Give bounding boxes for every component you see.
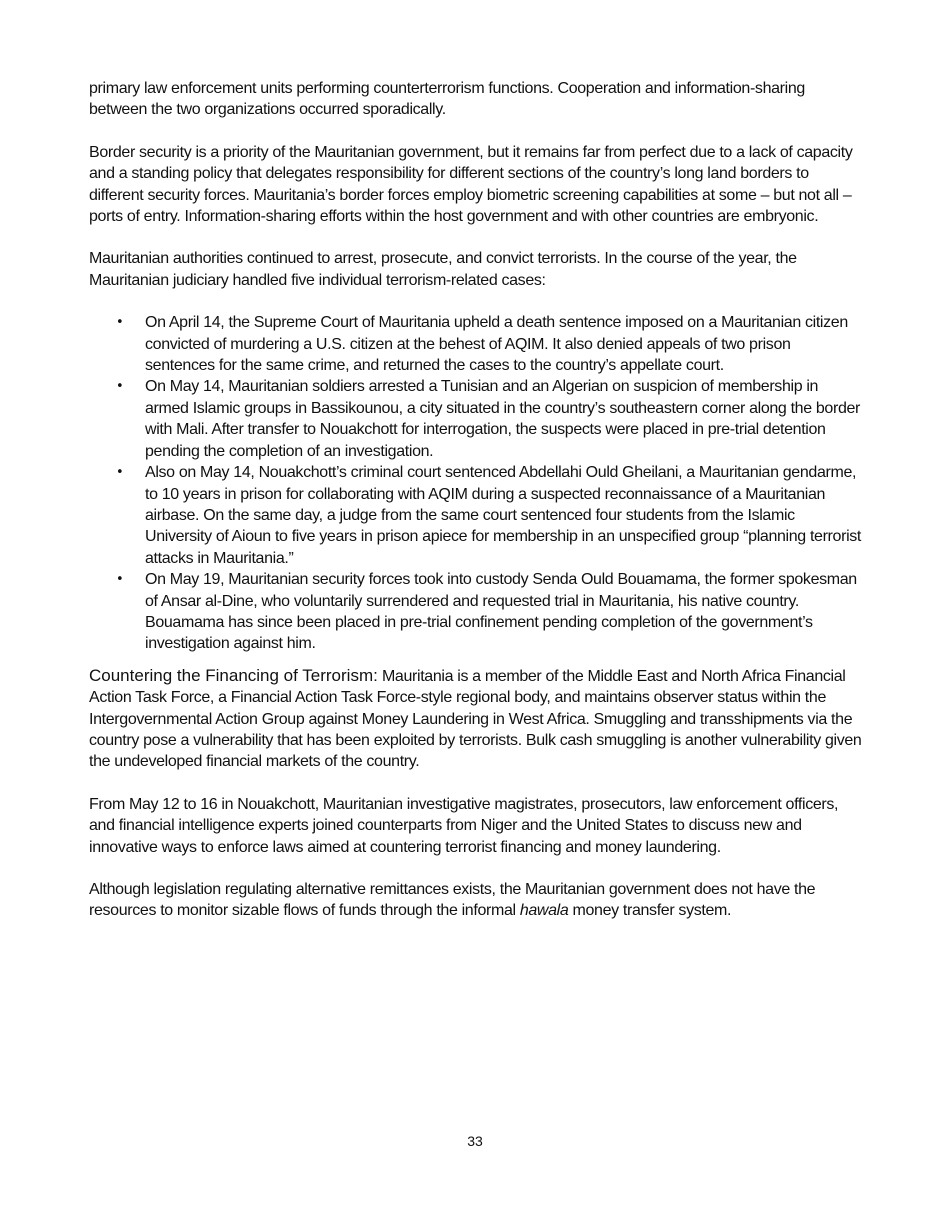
list-item-text: On May 19, Mauritanian security forces took into custody Senda Ould Bouamama, the former spokesman of Ansar al-Dine, who voluntarily surrendered and requested trial in Mauritania, his native country. Bouamama has since been placed in pre-trial confinement pending completion of the government’s investigation against him. [145,571,857,653]
paragraph-hawala [89,879,864,922]
paragraph-border-security: Border security is a priority of the Mauritanian government, but it remains far from perfect due to a lack of capacity and a standing policy that delegates responsibility for different sections of the country’s long land borders to different security forces. Mauritania’s border forces employ biometric screening capabilities at some – but not all – ports of entry. Information-sharing efforts within the host government and with other countries are embryonic. [89,143,853,226]
list-item [89,462,864,569]
list-item [89,569,864,655]
paragraph-law-enforcement: primary law enforcement units performing counterterrorism functions. Cooperation and information-sharing between the two organizations occurred sporadically. [89,80,805,119]
document-page [89,78,864,943]
paragraph-nouakchott-workshop: From May 12 to 16 in Nouakchott, Mauritanian investigative magistrates, prosecutors, law enforcement officers, and financial intelligence experts joined counterparts from Niger and the United States to discuss new and innovative ways to enforce laws aimed at countering terrorist financing and money laundering. [89,795,839,856]
section-heading: Countering the Financing of Terrorism: [89,665,378,685]
list-item-text: On May 14, Mauritanian soldiers arrested a Tunisian and an Algerian on suspicion of membership in armed Islamic groups in Bassikounou, a city situated in the country’s southeastern corner along the border with Mali. After transfer to Nouakchott for interrogation, the suspects were placed in pre-trial detention pending the completion of an investigation. [145,378,861,460]
hawala-text-after: money transfer system. [568,902,732,920]
page-number: 33 [467,1133,483,1149]
bullet-icon: • [116,315,124,331]
list-item [89,376,864,462]
list-item-text: On April 14, the Supreme Court of Mauritania upheld a death sentence imposed on a Mauritanian citizen convicted of murdering a U.S. citizen at the behest of AQIM. It also denied appeals of two prison sentences for the same crime, and returned the cases to the country’s appellate court. [145,314,848,375]
section-body: Mauritania is a member of the Middle East and North Africa Financial Action Task Force, a Financial Action Task Force-style regional body, and maintains observer status within the Intergovernmental Action Group against Money Laundering in West Africa. Smuggling and transshipments via the country pose a vulnerability that has been exploited by terrorists. Bulk cash smuggling is another vulnerability given the undeveloped financial markets of the country. [89,667,862,771]
list-item-text: Also on May 14, Nouakchott’s criminal court sentenced Abdellahi Ould Gheilani, a Mauritanian gendarme, to 10 years in prison for collaborating with AQIM during a suspected reconnaissance of a Mauritanian airbase. On the same day, a judge from the same court sentenced four students from the Islamic University of Aioun to five years in prison apiece for membership in an unspecified group “planning terrorist attacks in Mauritania.” [145,464,862,567]
paragraph-countering-financing [89,665,864,773]
bullet-icon: • [116,465,124,481]
paragraph-judiciary-intro: Mauritanian authorities continued to arrest, prosecute, and convict terrorists. In the course of the year, the Mauritanian judiciary handled five individual terrorism-related cases: [89,250,797,289]
bullet-icon: • [116,572,124,588]
list-item [89,312,864,376]
hawala-term: hawala [519,902,569,920]
hawala-text-before: Although legislation regulating alternative remittances exists, the Mauritanian government does not have the resources to monitor sizable flows of funds through the informal [89,881,816,920]
terrorism-cases-list [89,312,864,655]
bullet-icon: • [116,379,124,395]
